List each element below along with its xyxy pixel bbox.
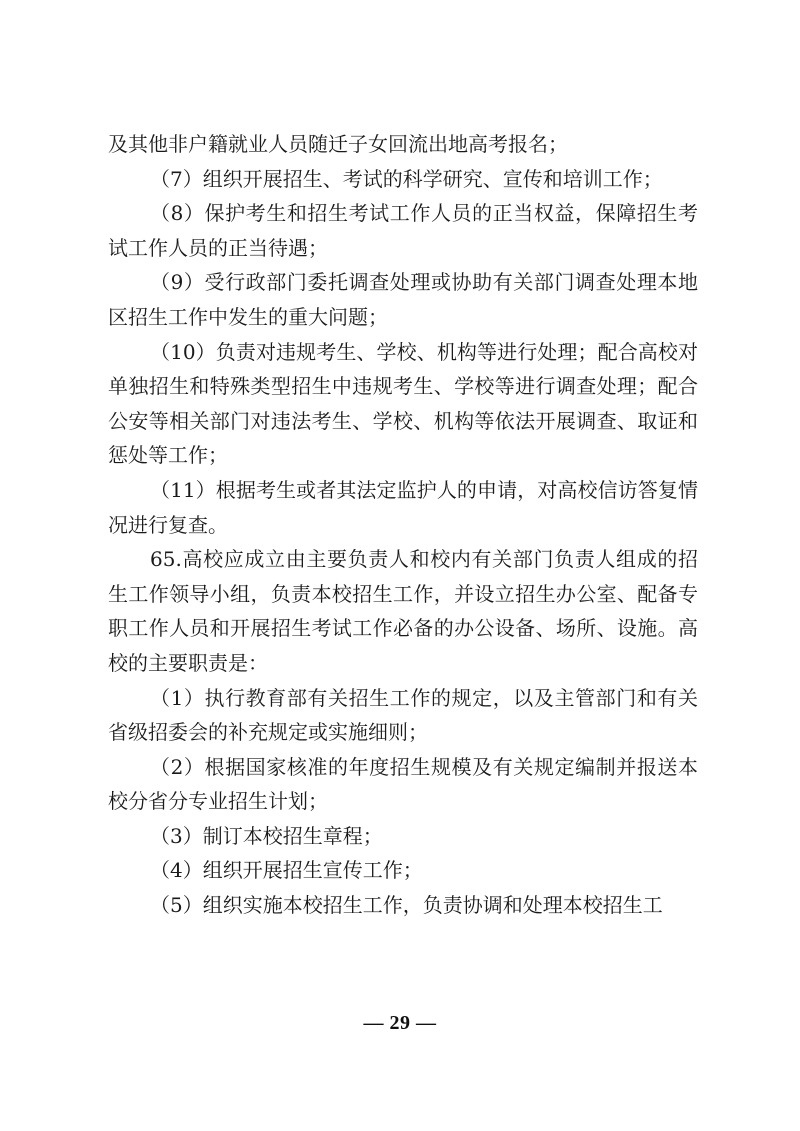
paragraph-article-65: 65.高校应成立由主要负责人和校内有关部门负责人组成的招生工作领导小组，负责本校招生工作，并设立招生办公室、配备专职工作人员和开展招生考试工作必备的办公设备、场所、设施。高校的主要职责是： — [108, 547, 698, 675]
paragraph-duty-5: （5）组织实施本校招生工作，负责协调和处理本校招生工 — [150, 893, 663, 918]
paragraph-item-7: （7）组织开展招生、考试的科学研究、宣传和培训工作； — [150, 166, 663, 191]
document-body — [108, 127, 698, 923]
paragraph-item-11: （11）根据考生或者其法定监护人的申请，对高校信访答复情况进行复查。 — [108, 477, 698, 537]
paragraph-continuation: 及其他非户籍就业人员随迁子女回流出地高考报名； — [108, 132, 568, 156]
paragraph-duty-3: （3）制订本校招生章程； — [150, 823, 383, 848]
paragraph-item-10: （10）负责对违规考生、学校、机构等进行处理；配合高校对单独招生和特殊类型招生中违规考生、学校等进行调查处理；配合公安等相关部门对违法考生、学校、机构等依法开展调查、取证和惩处等工作； — [108, 339, 698, 468]
paragraph-duty-2: （2）根据国家核准的年度招生规模及有关规定编制并报送本校分省分专业招生计划； — [108, 754, 698, 814]
paragraph-item-9: （9）受行政部门委托调查处理或协助有关部门调查处理本地区招生工作中发生的重大问题； — [108, 270, 698, 329]
page-number: — 29 — — [363, 1012, 437, 1034]
paragraph-duty-1: （1）执行教育部有关招生工作的规定，以及主管部门和有关省级招委会的补充规定或实施细则； — [108, 685, 698, 745]
paragraph-item-8: （8）保护考生和招生考试工作人员的正当权益，保障招生考试工作人员的正当待遇； — [108, 201, 698, 260]
paragraph-duty-4: （4）组织开展招生宣传工作； — [150, 858, 423, 883]
